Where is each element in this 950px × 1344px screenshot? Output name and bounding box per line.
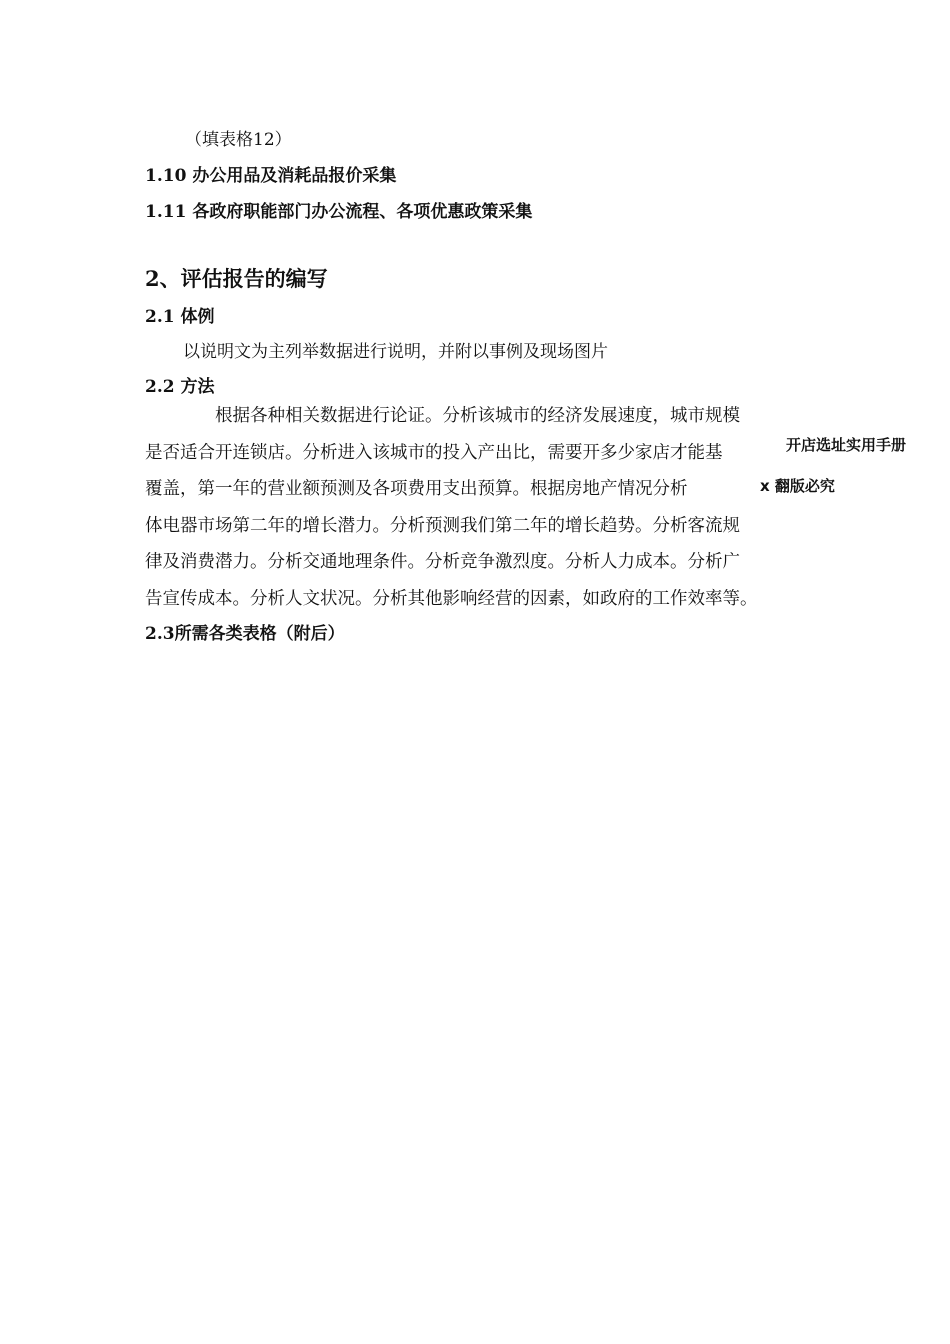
copyright-label: x 翻版必究 [760, 477, 835, 495]
method-paragraph [145, 402, 807, 621]
paragraph-line: 体电器市场第二年的增长潜力。分析预测我们第二年的增长趋势。分析客流规 [145, 515, 740, 536]
paragraph-line: 根据各种相关数据进行论证。分析该城市的经济发展速度，城市规模 [215, 406, 740, 426]
paragraph-line: 律及消费潜力。分析交通地理条件。分析竞争激烈度。分析人力成本。分析广 [145, 552, 740, 572]
manual-title-label: 开店选址实用手册 [786, 436, 907, 454]
heading-1-11: 1.11 各政府职能部门办公流程、各项优惠政策采集 [145, 202, 533, 222]
heading-2-2: 2.2 方法 [145, 377, 215, 397]
heading-1-10: 1.10 办公用品及消耗品报价采集 [145, 166, 397, 186]
fill-table-note: （填表格12） [185, 130, 292, 150]
style-description: 以说明文为主列举数据进行说明，并附以事例及现场图片 [183, 342, 608, 362]
heading-2: 2、评估报告的编写 [145, 266, 328, 291]
paragraph-line: 是否适合开连锁店。分析进入该城市的投入产出比，需要开多少家店才能基 [145, 442, 723, 463]
paragraph-line: 覆盖，第一年的营业额预测及各项费用支出预算。根据房地产情况分析 [145, 479, 688, 499]
heading-2-1: 2.1 体例 [145, 307, 215, 327]
heading-2-3: 2.3所需各类表格（附后） [145, 624, 345, 644]
paragraph-line: 告宣传成本。分析人文状况。分析其他影响经营的因素，如政府的工作效率等。 [145, 588, 758, 609]
